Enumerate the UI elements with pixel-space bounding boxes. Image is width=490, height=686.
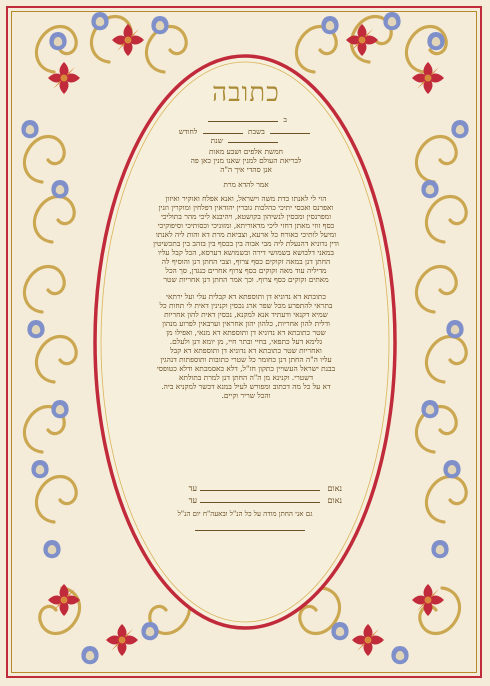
witness-line-2 xyxy=(152,496,342,505)
year-label: שנת xyxy=(210,136,223,145)
text-line: ודין נדוניא דהנעלת ליה מבי אבוה בין בכסף בין בזהב בין בתכשיטין xyxy=(153,239,339,248)
text-line: אנן סהדי איך ה"ה xyxy=(220,165,272,174)
text-line: שטר כתובתא דא נדוניא דן ותוספתא דא מנאי, ואפילו מן xyxy=(166,328,326,337)
text-line: בתראי להתפרע מכל שפר ארג נכסין וקנינין דאית לי תחות כל xyxy=(159,301,333,310)
month-label: לחודש xyxy=(178,127,198,136)
text-line: והכל שריר וקיים. xyxy=(221,391,271,400)
text-line: ואפרנס ואכסי יתיכי כהלכות גוברין יהודאין דפלחין ומוקרין וזנין xyxy=(158,203,334,212)
text-line: מאתים זקוקים כסף צרוף. וכך אמר החתן דנן אחריות שטר xyxy=(163,275,329,284)
witness-suffix: עד xyxy=(188,484,197,493)
date-line xyxy=(108,115,384,124)
text-line: ומיעל לותיכי כאורח כל ארעא, וצביאת מרת דא והות ליה לאנתו xyxy=(155,230,337,239)
text-line: הוי לי לאנתו כדת משה וישראל, ואנא אפלח ואוקיר ואיזון xyxy=(165,194,327,203)
text-line: ואחריות שטר כתובתא דא נדוניא דן ותוספתא דא קבל xyxy=(170,346,322,355)
text-line: כסף זוזי מאתן דחזי ליכי מדאוריתא, ומזוניכי וכסותיכי וסיפוקיכי xyxy=(157,221,335,230)
text-line: ומפרנסין ומכסין לנשיהון בקושטא, ויהיבנא ליכי מהר בתוליכי xyxy=(160,212,332,221)
text-line: במאני דלבושא בשמושי דירה ובשמושא דערסא, הכל קבל עליו xyxy=(157,248,334,257)
document-title: כתובה xyxy=(212,78,280,108)
text-line: דא על כל מה דכתוב ומפורש לעיל במנא דכשר למקניא ביה. xyxy=(161,382,331,391)
day-line xyxy=(108,127,384,136)
text-line: גלימא דעל כתפאי, בחיי ובתר חיי, מן יומא דנן ולעלם. xyxy=(169,337,323,346)
text-line: כתובתא דא נדוניא דן ותוספתא דא קבלית עלי ועל ירתאי xyxy=(166,292,326,301)
text-line: חמשת אלפים ושבע מאות xyxy=(209,147,283,156)
day-label: בשבת xyxy=(248,127,265,136)
year-line xyxy=(108,136,384,145)
text-line: אמר להדא מרת xyxy=(223,180,269,189)
text-line: החתן דנן במאה זקוקים כסף צרוף, וצבי החתן דנן והוסיף לה xyxy=(161,257,331,266)
text-line: לבריאת העולם למנין שאנו מנין כאן פה xyxy=(190,156,302,165)
text-line: עליו ה"ה החתן דנן כחומר כל שטרי כתובות ותוספתות דנהגין xyxy=(160,355,332,364)
groom-acknowledgment: גם אני החתן מודה על כל הנ"ל ובאעה"ח יום הנ"ל xyxy=(177,510,313,518)
witness-line-1 xyxy=(152,484,342,493)
text-line: בבנת ישראל העשויין כתקון חז"ל, דלא כאסמכתא ודלא כטופסי xyxy=(156,364,336,373)
witness-suffix: עד xyxy=(188,496,197,505)
witness-label: נאום xyxy=(327,496,342,505)
date-prefix: ב xyxy=(283,115,287,124)
text-line: ודלית להון אחריות, כלהון יהון אחראין וערבאין לפרוע מנהון xyxy=(162,319,330,328)
groom-signature-line xyxy=(190,524,310,533)
text-line: שמיא דקנאי ודעתיד אנא למקנא, נכסין דאית להון אחריות xyxy=(164,310,328,319)
text-line: דשטרי. וקנינא מן ה"ה החתן דנן למרת בתולתא xyxy=(179,373,313,382)
witness-label: נאום xyxy=(327,484,342,493)
text-line: מדיליה עוד מאה זקוקים כסף צרוף אחרים כנגדן, סך הכל xyxy=(165,266,327,275)
